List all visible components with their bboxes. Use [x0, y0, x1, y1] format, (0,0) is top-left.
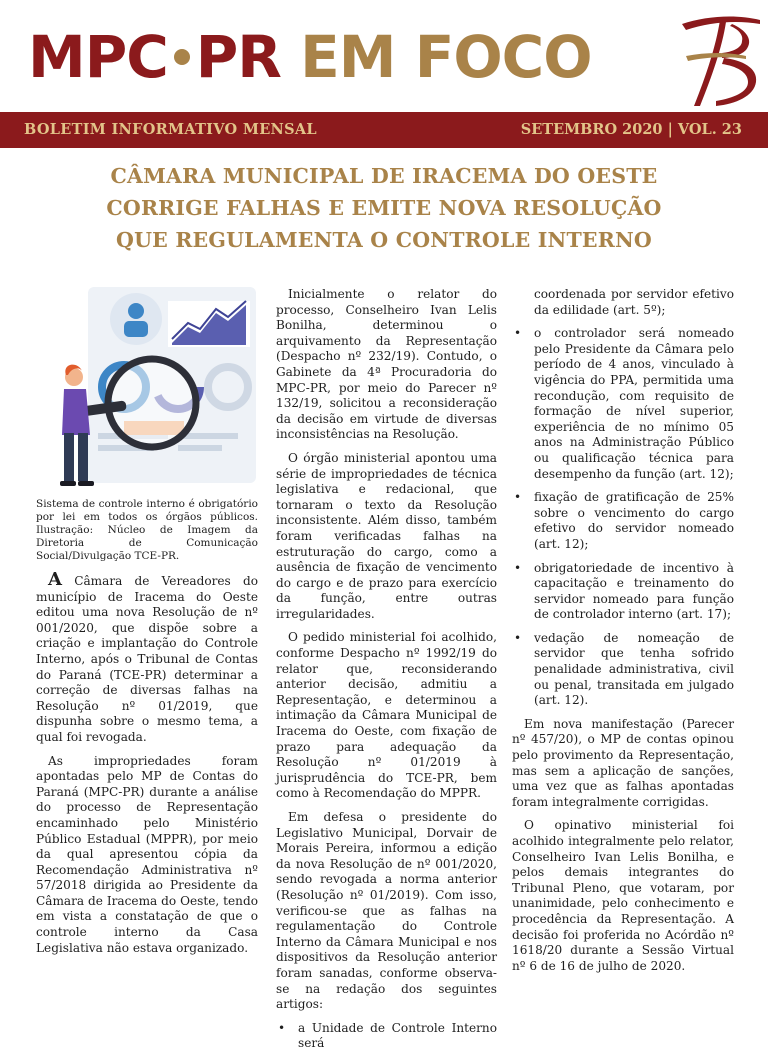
- list-item: • vedação de nomeação de servidor que tenha sofrido penalidade administrativa, civil ou penal, transitada em julgado (art. 12).: [512, 631, 734, 709]
- article-list: [512, 287, 734, 709]
- masthead-dot: [174, 49, 190, 65]
- paragraph-text: Câmara de Vereadores do município de Iracema do Oeste editou uma nova Resolução de nº 001/2020, que dispõe sobre a criação e implantação do Controle Interno, após o Tribunal de Contas do Paraná (TCE-PR) determinar a correção de diversas falhas na Resolução nº 01/2019, que dispunha sobre o mesmo tema, a qual foi revogada.: [36, 574, 258, 744]
- dropcap: A: [48, 569, 62, 590]
- article-list: [276, 1021, 497, 1052]
- paragraph: O opinativo ministerial foi acolhido integralmente pelo relator, Conselheiro Ivan Lelis Bonilha, e pelos demais integrantes do Tribunal Pleno, que votaram, por unanimidade, pelo conhecimento e procedência da Representação. A decisão foi proferida no Acórdão nº 1618/20 durante a Sessão Virtual nº 6 de 16 de julho de 2020.: [512, 818, 734, 973]
- list-item: • o controlador será nomeado pelo Presidente da Câmara pelo período de 4 anos, vinculado à vigência do PPA, permitida uma recondução, com requisito de formação de nível superior, experiência de no mínimo 05 anos na Administração Público ou qualificação técnica para desempenho da função (art. 12);: [512, 326, 734, 482]
- headline: [60, 160, 708, 256]
- list-item: • a Unidade de Controle Interno será: [276, 1021, 497, 1052]
- headline-line-1: CÂMARA MUNICIPAL DE IRACEMA DO OESTE: [110, 164, 658, 188]
- paragraph: Inicialmente o relator do processo, Conselheiro Ivan Lelis Bonilha, determinou o arquivamento da Representação (Despacho nº 232/19). Contudo, o Gabinete da 4ª Procuradoria do MPC-PR, por meio do Parecer nº 132/19, solicitou a reconsideração da decisão em virtude de diversas inconsistências na Resolução.: [276, 287, 497, 442]
- illustration-caption: Sistema de controle interno é obrigatório por lei em todos os órgãos públicos. Ilustração: Núcleo de Imagem da Diretoria de Comunicação Social/Divulgação TCE-PR.: [36, 498, 258, 562]
- edition-label: SETEMBRO 2020 | VOL. 23: [520, 121, 742, 138]
- mpc-logo-mark-icon: [676, 6, 766, 110]
- paragraph: Em nova manifestação (Parecer nº 457/20), o MP de contas opinou pelo provimento da Representação, mas sem a aplicação de sanções, uma vez que as falhas apontadas foram integralmente corrigidas.: [512, 716, 734, 809]
- headline-line-3: QUE REGULAMENTA O CONTROLE INTERNO: [116, 228, 652, 252]
- paragraph: O pedido ministerial foi acolhido, conforme Despacho nº 1992/19 do relator que, reconsiderando anterior decisão, admitiu a Representação, e determinou a intimação da Câmara Municipal de Iracema do Oeste, com fixação de prazo para adequação da Resolução nº 01/2019 à jurisprudência do TCE-PR, bem como à Recomendação do MPPR.: [276, 630, 497, 801]
- paragraph: [36, 569, 258, 746]
- article-column-2: [276, 287, 497, 1060]
- paragraph: O órgão ministerial apontou uma série de impropriedades de técnica legislativa e redacional, que tornaram o texto da Resolução inconsistente. Além disso, também foram verificadas falhas na estruturação do cargo, como a ausência de fixação de vencimento do cargo e de prazo para exercício da função, entre outras irregularidades.: [276, 450, 497, 621]
- masthead-title-mpc: MPC: [28, 23, 168, 91]
- masthead-title-em-foco: EM FOCO: [300, 23, 592, 91]
- paragraph: Em defesa o presidente do Legislativo Municipal, Dorvair de Morais Pereira, informou a edição da nova Resolução de nº 001/2020, sendo revogada a norma anterior (Resolução nº 01/2019). Com isso, verificou-se que as falhas na regulamentação do Controle Interno da Câmara Municipal e nos dispositivos da Resolução anterior foram sanadas, conforme observa-se na redação dos seguintes artigos:: [276, 810, 497, 1012]
- headline-line-2: CORRIGE FALHAS E EMITE NOVA RESOLUÇÃO: [106, 196, 662, 220]
- list-item: • fixação de gratificação de 25% sobre o vencimento do cargo efetivo do servidor nomeado (art. 12);: [512, 490, 734, 552]
- list-item-continued: coordenada por servidor efetivo da edilidade (art. 5º);: [534, 287, 734, 317]
- info-band: [0, 112, 768, 148]
- article-column-3: [512, 287, 734, 982]
- article-column-1: [36, 569, 258, 964]
- bulletin-label: BOLETIM INFORMATIVO MENSAL: [24, 121, 317, 138]
- list-item: • obrigatoriedade de incentivo à capacitação e treinamento do servidor nomeado para função de controlador interno (art. 17);: [512, 561, 734, 623]
- masthead-title: [28, 23, 592, 91]
- masthead: [0, 0, 768, 112]
- magnifying-glass-woman-illustration-icon: [28, 283, 260, 495]
- masthead-title-pr: PR: [195, 23, 281, 91]
- paragraph: As impropriedades foram apontadas pelo MP de Contas do Paraná (MPC-PR) durante a análise do processo de Representação encaminhado pelo Ministério Público Estadual (MPPR), por meio da qual apresentou cópia da Recomendação Administrativa nº 57/2018 dirigida ao Presidente da Câmara de Iracema do Oeste, tendo em vista a constatação de que o controle interno da Casa Legislativa não estava organizado.: [36, 753, 258, 955]
